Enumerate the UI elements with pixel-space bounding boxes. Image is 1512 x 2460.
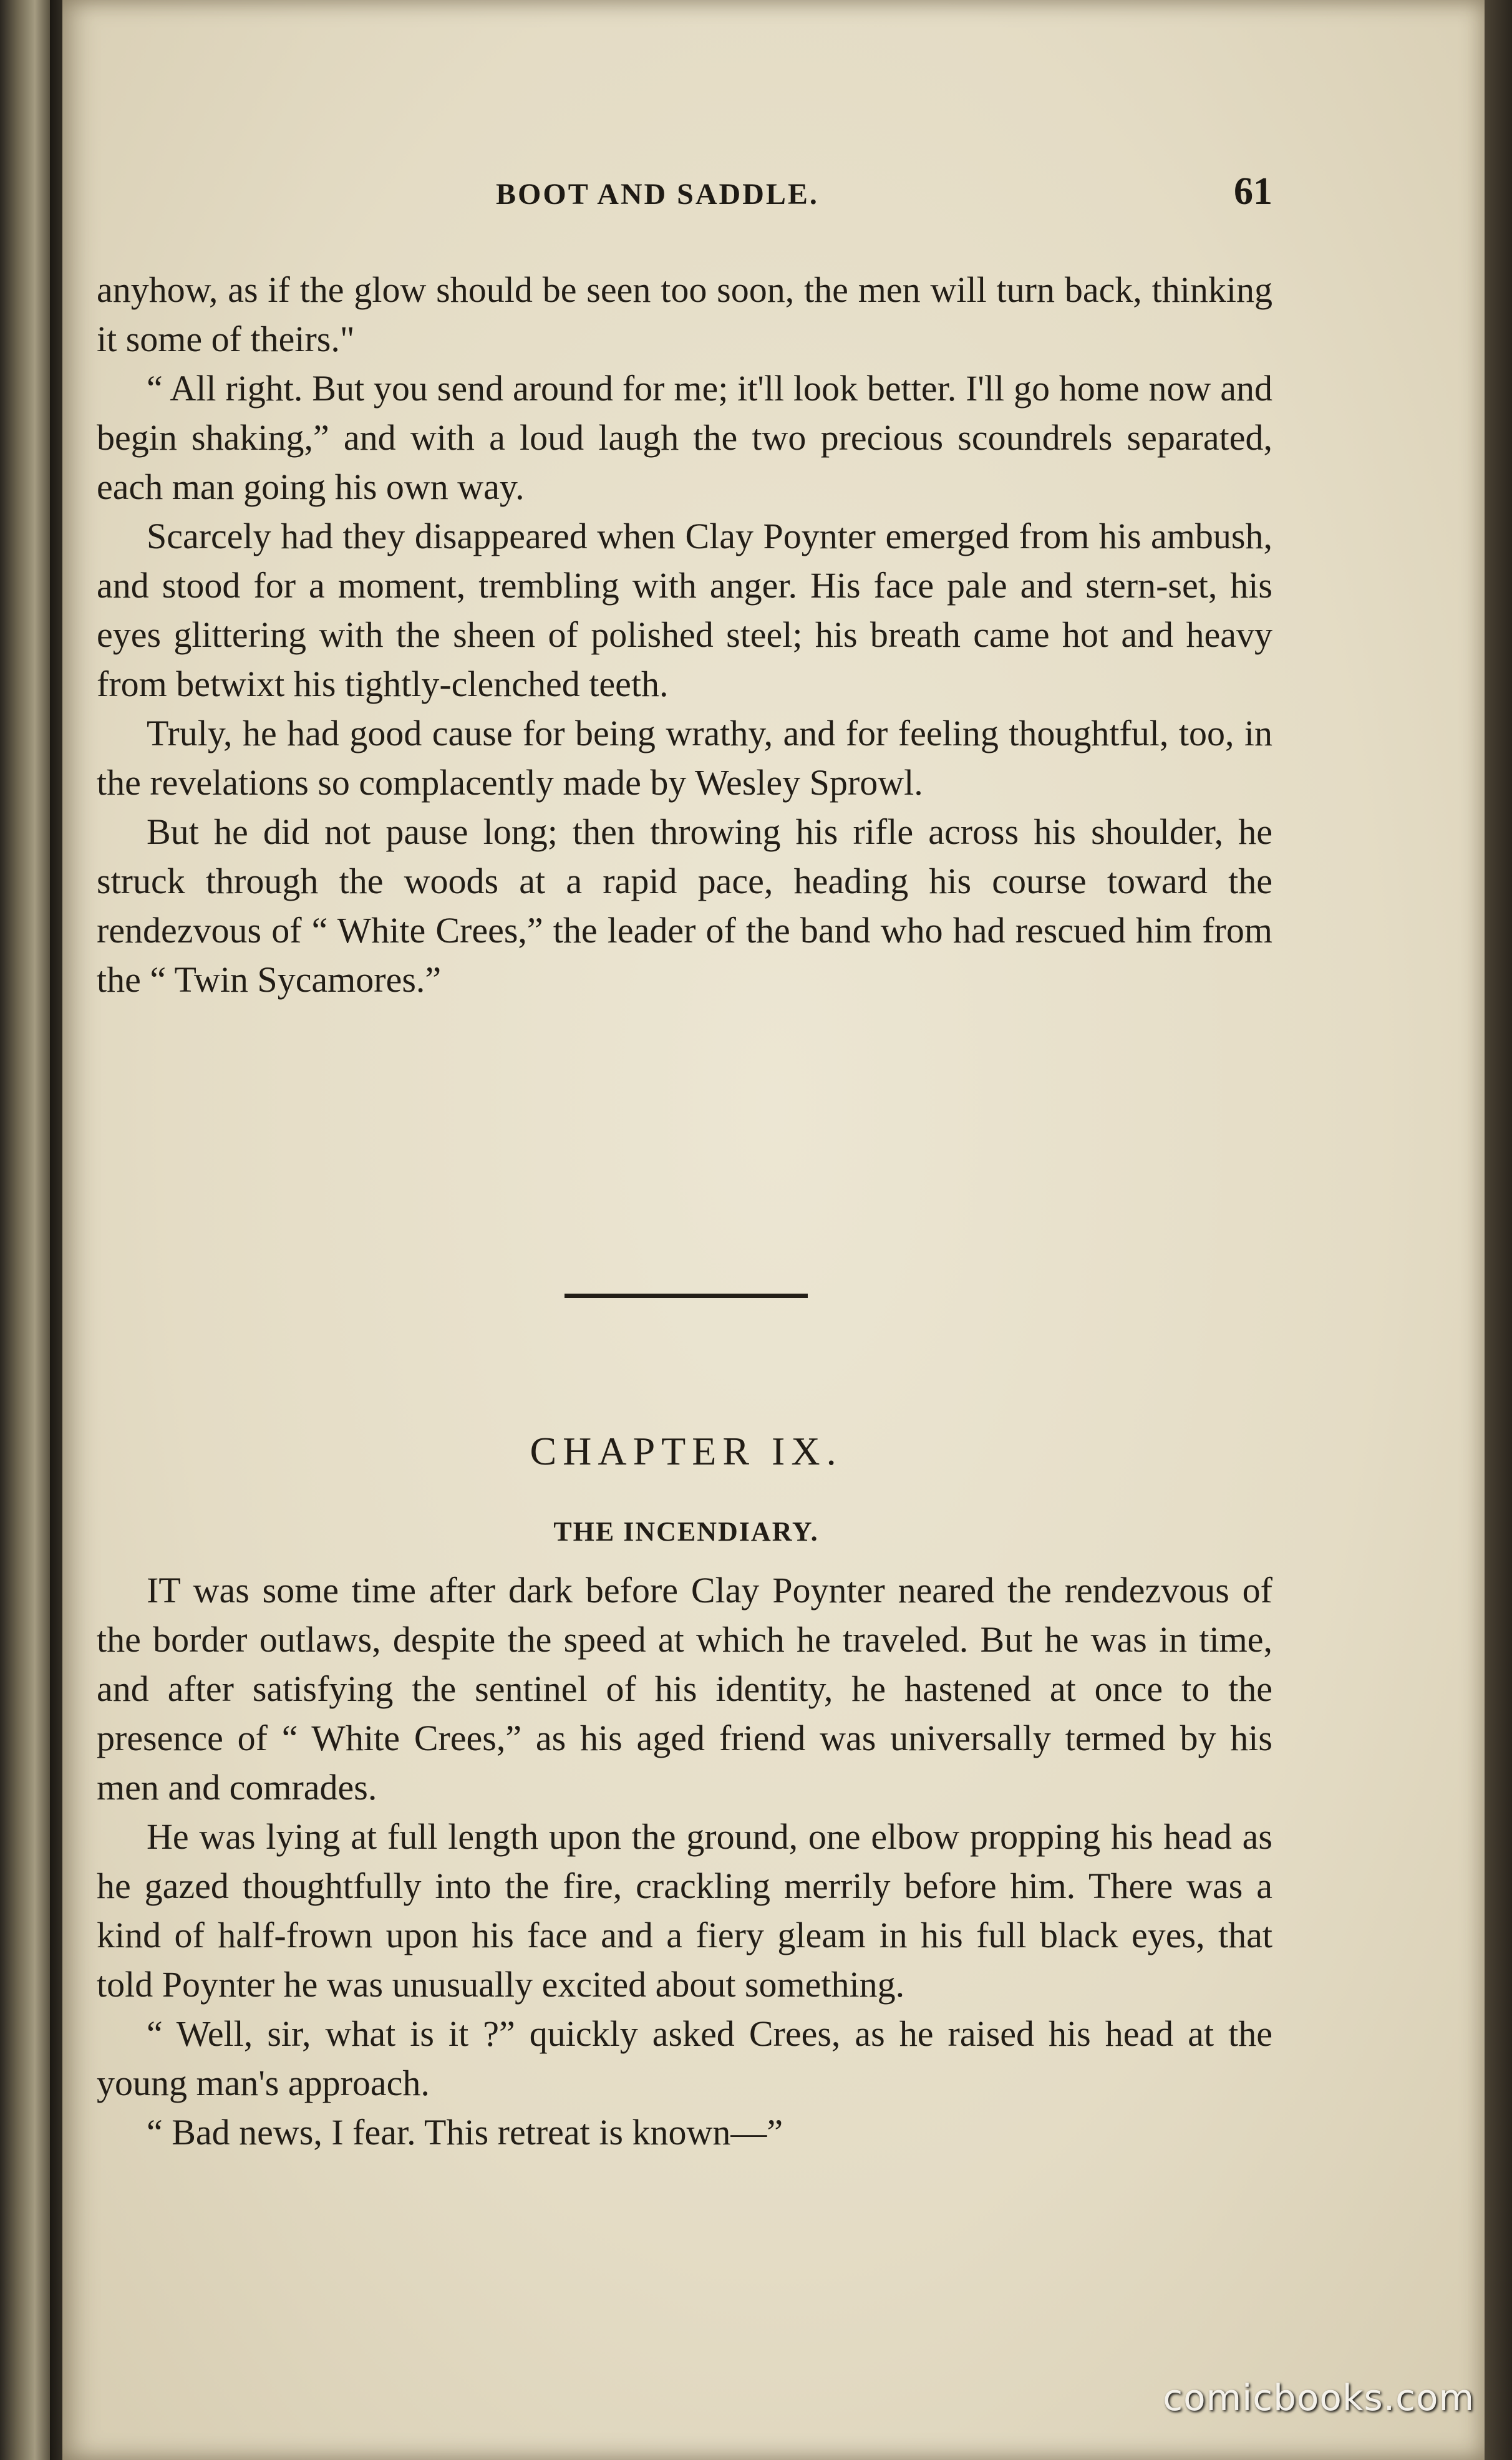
paragraph: anyhow, as if the glow should be seen too soon, the men will turn back, thinking it some of theirs."	[97, 269, 1272, 359]
running-head: BOOT AND SADDLE.	[496, 178, 819, 211]
page-number: 61	[1234, 170, 1272, 213]
chapter-title: CHAPTER IX.	[530, 1429, 843, 1473]
body-text-chapter	[97, 1566, 1272, 2157]
paragraph: IT was some time after dark before Clay Poynter neared the rendezvous of the border outlaws, despite the speed at which he traveled. But he was in time, and after satisfying the sentinel of his identity, he hastened at once to the presence of “ White Crees,” as his aged friend was universally termed by his men and comrades.	[97, 1570, 1272, 1808]
paragraph: He was lying at full length upon the ground, one elbow propping his head as he gazed thoughtfully into the fire, crackling merrily before him. There was a kind of half-frown upon his face and a fiery gleam in his full black eyes, that told Poynter he was unusually excited about something.	[97, 1816, 1272, 2005]
paragraph: “ All right. But you send around for me; it'll look better. I'll go home now and begin shaking,” and with a loud laugh the two precious scoundrels separated, each man going his own way.	[97, 368, 1272, 507]
paragraph: “ Bad news, I fear. This retreat is known—”	[147, 2112, 783, 2152]
right-page-edge	[1485, 0, 1512, 2460]
chapter-subtitle: THE INCENDIARY.	[553, 1516, 819, 1547]
paragraph: But he did not pause long; then throwing his rifle across his shoulder, he struck through the woods at a rapid pace, heading his course toward the rendezvous of “ White Crees,” the leader of the band who had rescued him from the “ Twin Sycamores.”	[97, 811, 1272, 1000]
section-divider-rule	[565, 1294, 808, 1298]
watermark: comicbooks.com	[1163, 2376, 1475, 2419]
left-page-edge	[0, 0, 50, 2460]
paragraph: Truly, he had good cause for being wrathy, and for feeling thoughtful, too, in the revelations so complacently made by Wesley Sprowl.	[97, 713, 1272, 803]
body-text-top	[97, 265, 1272, 1004]
page-header	[424, 170, 1272, 220]
paragraph: Scarcely had they disappeared when Clay Poynter emerged from his ambush, and stood for a moment, trembling with anger. His face pale and stern-set, his eyes glittering with the sheen of polished steel; his breath came hot and heavy from betwixt his tightly-clenched teeth.	[97, 516, 1272, 704]
paragraph: “ Well, sir, what is it ?” quickly asked Crees, as he raised his head at the young man's approach.	[97, 2013, 1272, 2103]
